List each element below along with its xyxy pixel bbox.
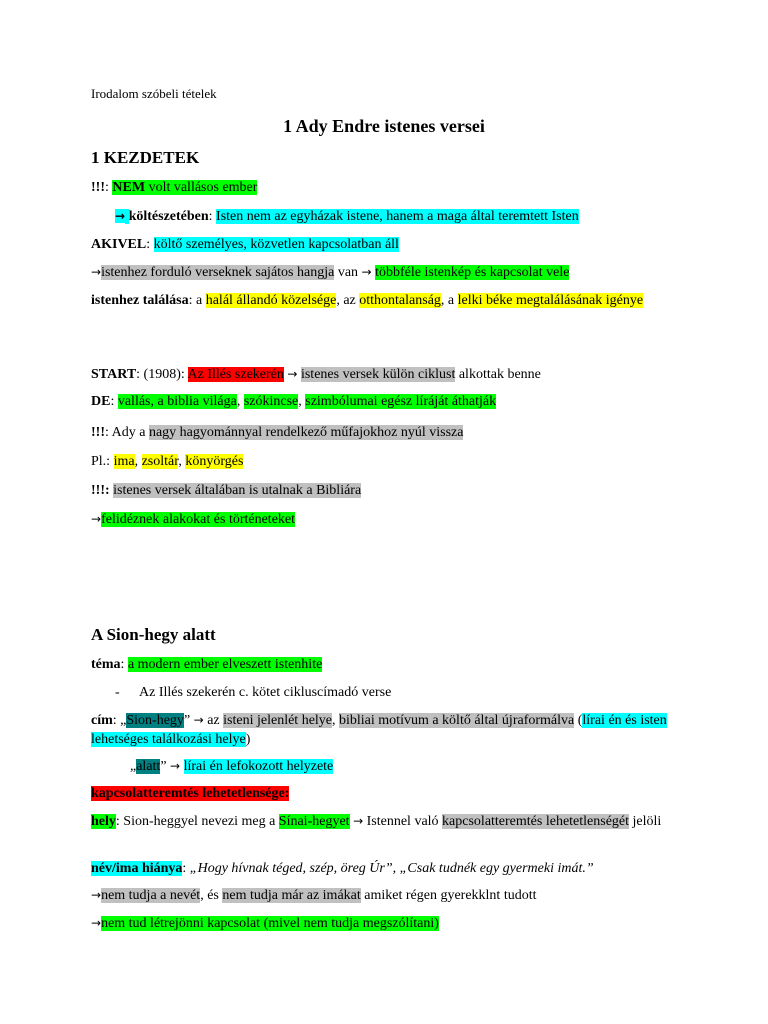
line-ciklus [115, 683, 678, 702]
text: : [146, 237, 154, 252]
text: : [110, 394, 118, 409]
text: : a [188, 293, 206, 308]
highlight-red: Az Illés szekerén [187, 367, 284, 382]
keyword: START [91, 367, 137, 382]
highlight-green: többféle istenkép és kapcsolat vele [375, 265, 570, 280]
arrow-icon: → [91, 265, 102, 279]
document-header: Irodalom szóbeli tételek [91, 86, 217, 101]
highlight-yellow: otthontalanság [359, 293, 441, 308]
highlight-gray: nagy hagyománnyal rendelkező műfajokhoz nyúl vissza [148, 425, 464, 440]
text: : „ [112, 713, 127, 728]
keyword: AKIVEL [91, 237, 147, 252]
highlight-gray: kapcsolatteremtés lehetetlenségét [442, 814, 630, 829]
text: amiket régen gyerekklnt tudott [360, 888, 537, 903]
line-biblia [91, 481, 678, 500]
line-kolteszeteben [115, 207, 678, 226]
section-heading-kezdetek: 1 KEZDETEK [91, 148, 200, 167]
text: ( [574, 713, 583, 728]
text: , [178, 454, 186, 469]
highlight-gray: bibliai motívum a költő által újraformálva [339, 713, 575, 728]
keyword: költészetében [128, 209, 209, 224]
highlight-cyan: név/ima hiánya [91, 861, 183, 876]
highlight-teal: Sion-hegy [126, 713, 184, 728]
line-istenhez-talalasa [91, 291, 678, 310]
line-akivel [91, 235, 678, 254]
arrow-icon: → [287, 367, 298, 381]
text: : [182, 861, 190, 876]
text: , [332, 713, 340, 728]
highlight-cyan: költő személyes, közvetlen kapcsolatban áll [153, 237, 399, 252]
text: az [203, 713, 224, 728]
highlight-yellow: könyörgés [185, 454, 244, 469]
text: jelöli [629, 814, 662, 829]
line-nem-tud-letrejonni [91, 914, 678, 933]
keyword: istenhez találása [91, 293, 189, 308]
arrow-icon: → [91, 916, 102, 930]
highlight-cyan: lírai én lefokozott helyzete [183, 759, 334, 774]
highlight-gray: nem tudja a nevét [101, 888, 201, 903]
line-hely [91, 812, 678, 831]
section-heading-sion-hegy: A Sion-hegy alatt [91, 625, 216, 644]
line-hagyomany [91, 423, 678, 442]
highlight-yellow: halál állandó közelsége [205, 293, 337, 308]
highlight-gray: istenes versek általában is utalnak a Bibliára [113, 483, 362, 498]
line-istenhez-fordulo [91, 263, 678, 282]
emphasis-mark: !!!: [91, 483, 110, 498]
text: ” [160, 759, 171, 774]
text: : [120, 657, 128, 672]
text: , a [440, 293, 458, 308]
highlight-yellow: zsoltár [141, 454, 179, 469]
text: : Sion-heggyel nevezi meg a [115, 814, 279, 829]
document-title: 1 Ady Endre istenes versei [283, 116, 485, 136]
highlight-yellow: ima [113, 454, 135, 469]
highlight-green: Sínai-hegyet [278, 814, 350, 829]
line-start [91, 365, 678, 384]
text: „ [130, 759, 137, 774]
quote: „Hogy hívnak téged, szép, öreg Úr”, „Csak tudnék egy gyermeki imát.” [189, 861, 594, 876]
arrow-icon: → [91, 888, 102, 902]
arrow-icon: → [115, 209, 126, 223]
line-alatt [130, 757, 678, 776]
keyword: téma [91, 657, 121, 672]
emphasis-mark: !!! [91, 180, 105, 195]
line-kapcsolatteremtes [91, 784, 678, 803]
highlight-gray: istenhez forduló verseknek sajátos hangja [101, 265, 335, 280]
text: , [134, 454, 142, 469]
text: , az [336, 293, 360, 308]
line-nev-ima-hianya [91, 859, 678, 878]
text: Az Illés szekerén c. kötet cikluscímadó verse [139, 685, 392, 700]
text: ” [183, 713, 194, 728]
highlight-green: , [150, 394, 158, 409]
highlight-red: kapcsolatteremtés lehetetlensége: [91, 786, 290, 801]
arrow-icon: → [91, 512, 102, 526]
emphasis-mark: !!! [91, 425, 105, 440]
arrow-icon: → [170, 759, 181, 773]
text: : (1908): [136, 367, 188, 382]
highlight-cyan: Isten nem az egyházak istene, hanem a maga által teremtett Isten [216, 209, 579, 224]
line-pelda [91, 452, 678, 471]
text: : [105, 180, 113, 195]
text: : [208, 209, 217, 224]
highlight-green: szókincse [243, 394, 299, 409]
text: Pl.: [91, 454, 114, 469]
highlight-gray: nem tudja már az imákat [222, 888, 361, 903]
highlight-green: vallás [117, 394, 151, 409]
highlight-green: nem tud létrejönni kapcsolat (mivel nem tudja megszólítani) [101, 916, 439, 931]
line-tema [91, 655, 678, 674]
text: ) [245, 732, 251, 747]
line-nem-vallasos [91, 178, 678, 197]
arrow-icon: → [193, 713, 204, 727]
text: , és [200, 888, 223, 903]
highlight-green: a modern ember elveszett istenhite [127, 657, 323, 672]
highlight-green: felidéznek alakokat és történeteket [101, 512, 296, 527]
line-felideznek [91, 510, 678, 529]
highlight-gray: isteni jelenlét helye [223, 713, 333, 728]
line-de [91, 392, 678, 411]
arrow-icon: → [353, 814, 364, 828]
keyword: DE [91, 394, 111, 409]
highlight-green: NEM [112, 180, 146, 195]
text: : Ady a [105, 425, 149, 440]
line-cim [91, 711, 678, 749]
text: van [334, 265, 362, 280]
arrow-icon: → [361, 265, 372, 279]
keyword: cím [91, 713, 113, 728]
highlight-green: volt vallásos ember [145, 180, 258, 195]
highlight-cyan: lírai én és isten lehetséges találkozási helye [91, 713, 667, 747]
highlight-green: szimbólumai egész líráját áthatják [305, 394, 497, 409]
text: , [298, 394, 306, 409]
text: alkottak benne [455, 367, 541, 382]
text: Istennel való [363, 814, 443, 829]
line-nem-tudja [91, 886, 678, 905]
text: , [236, 394, 244, 409]
highlight-yellow: lelki béke megtalálásának igénye [457, 293, 644, 308]
highlight-gray: istenes versek külön ciklust [300, 367, 456, 382]
highlight-green: hely [91, 814, 116, 829]
highlight-teal: alatt [136, 759, 161, 774]
highlight-green: a biblia világa [157, 394, 237, 409]
bullet-dash: - [115, 685, 120, 700]
